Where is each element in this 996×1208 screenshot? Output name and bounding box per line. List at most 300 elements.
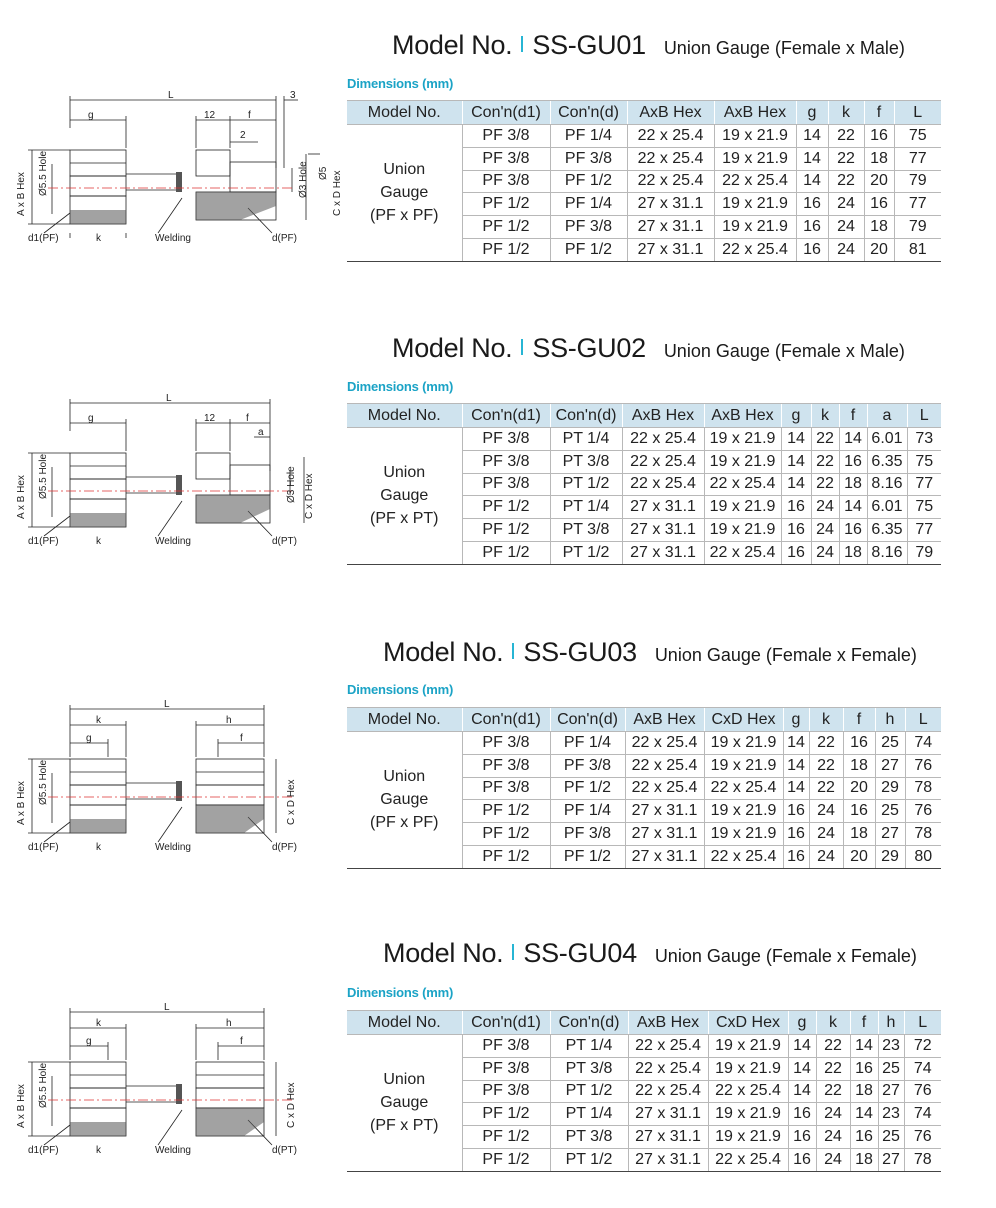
model-number: SS-GU04 bbox=[523, 938, 637, 968]
cell: 23 bbox=[878, 1103, 904, 1126]
cell: 73 bbox=[907, 428, 941, 451]
cell: 25 bbox=[875, 732, 905, 755]
model-description: Union Gauge (Female x Female) bbox=[654, 645, 917, 665]
label-axb: A x B Hex bbox=[16, 475, 27, 519]
cell: 77 bbox=[894, 193, 941, 216]
cell: 14 bbox=[850, 1103, 878, 1126]
label-cxd: C x D Hex bbox=[332, 170, 343, 216]
cell: 29 bbox=[875, 777, 905, 800]
column-header: Con'n(d) bbox=[550, 1011, 628, 1035]
model-group-cell bbox=[347, 1035, 462, 1172]
cell: 29 bbox=[875, 845, 905, 868]
dim-f: f bbox=[246, 413, 249, 424]
cell: 24 bbox=[816, 1126, 850, 1149]
dim-h: h bbox=[226, 1018, 232, 1029]
column-header: Model No. bbox=[347, 404, 462, 428]
cell: 25 bbox=[878, 1126, 904, 1149]
cell: PT 1/4 bbox=[550, 428, 622, 451]
model-label-line: Gauge bbox=[380, 184, 429, 202]
label-hole55: Ø5.5 Hole bbox=[38, 759, 49, 805]
cell: 22 x 25.4 bbox=[622, 450, 704, 473]
section-ss-gu04 bbox=[0, 910, 996, 1208]
cell: 16 bbox=[843, 800, 875, 823]
column-header: k bbox=[828, 101, 864, 125]
cell: 16 bbox=[850, 1057, 878, 1080]
cell: PF 3/8 bbox=[550, 754, 625, 777]
column-header: Con'n(d1) bbox=[462, 1011, 550, 1035]
cell: 16 bbox=[796, 216, 828, 239]
cell: 27 bbox=[878, 1080, 904, 1103]
cell: 27 x 31.1 bbox=[627, 193, 714, 216]
cell: 27 x 31.1 bbox=[622, 496, 704, 519]
model-label-line: (PF x PF) bbox=[370, 814, 439, 832]
cell: 24 bbox=[811, 496, 839, 519]
dim-g: g bbox=[86, 1036, 92, 1047]
column-header: f bbox=[839, 404, 867, 428]
cell: PF 1/2 bbox=[462, 800, 550, 823]
cell: 14 bbox=[788, 1057, 816, 1080]
cell: 75 bbox=[894, 125, 941, 148]
spec-table bbox=[347, 707, 941, 869]
cell: 19 x 21.9 bbox=[704, 450, 781, 473]
column-header: g bbox=[796, 101, 828, 125]
label-axb: A x B Hex bbox=[16, 1084, 27, 1128]
cell: 78 bbox=[904, 1148, 941, 1171]
cell: 19 x 21.9 bbox=[704, 519, 781, 542]
cell: 22 x 25.4 bbox=[714, 170, 796, 193]
cell: 22 x 25.4 bbox=[628, 1057, 708, 1080]
cell: 18 bbox=[864, 147, 894, 170]
column-header: k bbox=[811, 404, 839, 428]
cell: 22 x 25.4 bbox=[628, 1035, 708, 1058]
cell: PF 1/2 bbox=[462, 541, 550, 564]
model-label-line: Union bbox=[383, 1071, 426, 1089]
cell: 6.01 bbox=[867, 428, 907, 451]
cell: 27 x 31.1 bbox=[625, 823, 704, 846]
label-hole55: Ø5.5 Hole bbox=[38, 1062, 49, 1108]
dim-h: h bbox=[226, 715, 232, 726]
label-hole3: Ø3 Hole bbox=[286, 466, 297, 503]
cell: 77 bbox=[907, 519, 941, 542]
cell: 16 bbox=[864, 193, 894, 216]
column-header: L bbox=[907, 404, 941, 428]
label-axb: A x B Hex bbox=[16, 781, 27, 825]
cell: PF 1/2 bbox=[462, 216, 550, 239]
cell: 22 bbox=[809, 732, 843, 755]
cell: PF 3/8 bbox=[462, 428, 550, 451]
cell: 16 bbox=[839, 519, 867, 542]
label-welding: Welding bbox=[155, 1145, 191, 1156]
cell: 22 x 25.4 bbox=[714, 238, 796, 261]
cell: PF 1/2 bbox=[462, 1126, 550, 1149]
cell: PF 1/2 bbox=[550, 170, 627, 193]
cell: 16 bbox=[781, 541, 811, 564]
cell: PF 3/8 bbox=[462, 170, 550, 193]
cell: 25 bbox=[878, 1057, 904, 1080]
model-label-line: (PF x PT) bbox=[370, 510, 439, 528]
label-d5: Ø5 bbox=[318, 166, 329, 180]
cell: 14 bbox=[796, 147, 828, 170]
cell: 77 bbox=[907, 473, 941, 496]
cell: 19 x 21.9 bbox=[714, 125, 796, 148]
cell: 74 bbox=[905, 732, 941, 755]
drawing-svg bbox=[8, 88, 343, 268]
label-d: d(PF) bbox=[272, 842, 297, 853]
title-separator bbox=[521, 36, 523, 52]
model-label-line: Gauge bbox=[380, 1094, 429, 1112]
cell: 27 bbox=[875, 754, 905, 777]
cell: 18 bbox=[850, 1080, 878, 1103]
cell: 22 bbox=[816, 1080, 850, 1103]
cell: 27 bbox=[878, 1148, 904, 1171]
dim-f: f bbox=[240, 1036, 243, 1047]
cell: 22 bbox=[811, 450, 839, 473]
table-header bbox=[347, 101, 941, 125]
model-number: SS-GU03 bbox=[523, 637, 637, 667]
title-prefix: Model No. bbox=[392, 30, 513, 60]
title-separator bbox=[512, 944, 514, 960]
dim-L: L bbox=[164, 699, 170, 710]
label-welding: Welding bbox=[155, 536, 191, 547]
column-header: CxD Hex bbox=[704, 708, 783, 732]
cell: 8.16 bbox=[867, 473, 907, 496]
table-header bbox=[347, 404, 941, 428]
cell: 18 bbox=[850, 1148, 878, 1171]
dim-L: L bbox=[164, 1002, 170, 1013]
cell: 19 x 21.9 bbox=[708, 1057, 788, 1080]
label-d1: d1(PF) bbox=[28, 1145, 59, 1156]
cell: 22 x 25.4 bbox=[625, 732, 704, 755]
cell: 27 x 31.1 bbox=[625, 800, 704, 823]
label-d: d(PT) bbox=[272, 536, 297, 547]
cell: 14 bbox=[781, 450, 811, 473]
cell: PT 1/2 bbox=[550, 1080, 628, 1103]
cell: 23 bbox=[878, 1035, 904, 1058]
column-header: AxB Hex bbox=[704, 404, 781, 428]
model-label-line: (PF x PT) bbox=[370, 1117, 439, 1135]
spec-table bbox=[347, 100, 941, 262]
label-welding: Welding bbox=[155, 233, 191, 244]
cell: PF 3/8 bbox=[462, 473, 550, 496]
cell: 22 bbox=[809, 777, 843, 800]
table-row bbox=[347, 125, 941, 148]
dim-2: 2 bbox=[240, 130, 246, 141]
technical-drawing bbox=[8, 1000, 308, 1180]
dim-k: k bbox=[96, 842, 101, 853]
cell: 27 x 31.1 bbox=[628, 1103, 708, 1126]
section-ss-gu01 bbox=[0, 0, 996, 298]
cell: 14 bbox=[783, 777, 809, 800]
cell: 22 bbox=[816, 1035, 850, 1058]
cell: PF 3/8 bbox=[462, 732, 550, 755]
cell: 22 bbox=[811, 428, 839, 451]
cell: 22 x 25.4 bbox=[622, 473, 704, 496]
cell: 14 bbox=[788, 1080, 816, 1103]
technical-drawing bbox=[8, 88, 343, 268]
cell: 27 x 31.1 bbox=[625, 845, 704, 868]
cell: 19 x 21.9 bbox=[714, 216, 796, 239]
cell: 76 bbox=[905, 754, 941, 777]
cell: 14 bbox=[796, 170, 828, 193]
model-label-line: Union bbox=[383, 768, 426, 786]
label-d1: d1(PF) bbox=[28, 842, 59, 853]
cell: PF 1/2 bbox=[462, 519, 550, 542]
cell: 24 bbox=[809, 845, 843, 868]
column-header: h bbox=[878, 1011, 904, 1035]
cell: 16 bbox=[783, 845, 809, 868]
drawing-svg bbox=[8, 1000, 308, 1180]
cell: 76 bbox=[905, 800, 941, 823]
cell: 16 bbox=[781, 519, 811, 542]
model-label-line: Union bbox=[383, 161, 426, 179]
cell: PT 1/2 bbox=[550, 541, 622, 564]
cell: 22 x 25.4 bbox=[627, 170, 714, 193]
technical-drawing bbox=[8, 697, 308, 877]
cell: PF 3/8 bbox=[462, 1057, 550, 1080]
dim-12: 12 bbox=[204, 413, 216, 424]
spec-table bbox=[347, 403, 941, 565]
table-row bbox=[347, 732, 941, 755]
column-header: g bbox=[783, 708, 809, 732]
cell: 16 bbox=[843, 732, 875, 755]
cell: 24 bbox=[828, 238, 864, 261]
column-header: AxB Hex bbox=[625, 708, 704, 732]
dimensions-label: Dimensions (mm) bbox=[347, 379, 454, 394]
cell: 16 bbox=[788, 1148, 816, 1171]
label-hole3: Ø3 Hole bbox=[298, 161, 309, 198]
spec-table bbox=[347, 1010, 941, 1172]
cell: 14 bbox=[839, 428, 867, 451]
cell: PF 1/4 bbox=[550, 732, 625, 755]
cell: PF 1/2 bbox=[550, 238, 627, 261]
cell: 22 bbox=[828, 170, 864, 193]
title-prefix: Model No. bbox=[383, 637, 504, 667]
cell: 20 bbox=[843, 845, 875, 868]
cell: 22 bbox=[828, 147, 864, 170]
dimensions-label: Dimensions (mm) bbox=[347, 76, 454, 91]
title-prefix: Model No. bbox=[392, 333, 513, 363]
model-description: Union Gauge (Female x Female) bbox=[654, 946, 917, 966]
cell: 22 x 25.4 bbox=[704, 777, 783, 800]
cell: 75 bbox=[907, 450, 941, 473]
model-group-cell bbox=[347, 125, 462, 262]
cell: 27 bbox=[875, 823, 905, 846]
cell: 19 x 21.9 bbox=[704, 800, 783, 823]
column-header: AxB Hex bbox=[622, 404, 704, 428]
cell: 22 x 25.4 bbox=[704, 473, 781, 496]
cell: PF 1/2 bbox=[462, 193, 550, 216]
cell: PF 3/8 bbox=[462, 147, 550, 170]
column-header: L bbox=[894, 101, 941, 125]
cell: PT 1/4 bbox=[550, 496, 622, 519]
cell: 27 x 31.1 bbox=[628, 1148, 708, 1171]
section-ss-gu03 bbox=[0, 607, 996, 905]
cell: PF 1/2 bbox=[462, 496, 550, 519]
column-header: g bbox=[781, 404, 811, 428]
cell: 24 bbox=[828, 193, 864, 216]
dimensions-label: Dimensions (mm) bbox=[347, 682, 454, 697]
cell: PF 1/2 bbox=[462, 1103, 550, 1126]
cell: 20 bbox=[864, 170, 894, 193]
cell: 25 bbox=[875, 800, 905, 823]
technical-drawing bbox=[8, 391, 315, 571]
cell: 22 bbox=[828, 125, 864, 148]
cell: 14 bbox=[781, 473, 811, 496]
cell: 16 bbox=[864, 125, 894, 148]
column-header: k bbox=[816, 1011, 850, 1035]
dim-g: g bbox=[86, 733, 92, 744]
cell: 16 bbox=[839, 450, 867, 473]
cell: 14 bbox=[781, 428, 811, 451]
cell: PF 1/4 bbox=[550, 800, 625, 823]
cell: 16 bbox=[783, 823, 809, 846]
cell: PF 3/8 bbox=[462, 777, 550, 800]
model-description: Union Gauge (Female x Male) bbox=[663, 341, 905, 361]
table-row bbox=[347, 1035, 941, 1058]
cell: PF 1/2 bbox=[550, 777, 625, 800]
column-header: L bbox=[904, 1011, 941, 1035]
column-header: h bbox=[875, 708, 905, 732]
cell: 16 bbox=[781, 496, 811, 519]
cell: 78 bbox=[905, 823, 941, 846]
column-header: Con'n(d) bbox=[550, 708, 625, 732]
model-number: SS-GU02 bbox=[532, 333, 646, 363]
cell: 19 x 21.9 bbox=[708, 1126, 788, 1149]
cell: 19 x 21.9 bbox=[708, 1035, 788, 1058]
cell: PF 3/8 bbox=[462, 450, 550, 473]
cell: 18 bbox=[843, 754, 875, 777]
cell: 24 bbox=[809, 823, 843, 846]
cell: 6.35 bbox=[867, 519, 907, 542]
cell: 27 x 31.1 bbox=[627, 238, 714, 261]
cell: 22 x 25.4 bbox=[627, 125, 714, 148]
cell: 79 bbox=[894, 216, 941, 239]
cell: 22 x 25.4 bbox=[708, 1148, 788, 1171]
dim-f: f bbox=[248, 110, 251, 121]
dim-k-top: k bbox=[96, 1018, 101, 1029]
label-d1: d1(PF) bbox=[28, 536, 59, 547]
cell: 22 x 25.4 bbox=[627, 147, 714, 170]
cell: 14 bbox=[850, 1035, 878, 1058]
cell: 79 bbox=[907, 541, 941, 564]
dim-L: L bbox=[166, 393, 172, 404]
dim-g: g bbox=[88, 413, 94, 424]
cell: PF 1/4 bbox=[550, 125, 627, 148]
cell: 24 bbox=[809, 800, 843, 823]
cell: 8.16 bbox=[867, 541, 907, 564]
dim-a: a bbox=[258, 427, 264, 438]
cell: 74 bbox=[904, 1103, 941, 1126]
drawing-svg bbox=[8, 697, 308, 877]
cell: 16 bbox=[796, 193, 828, 216]
model-label-line: (PF x PF) bbox=[370, 207, 439, 225]
cell: 22 bbox=[811, 473, 839, 496]
cell: PT 1/2 bbox=[550, 1148, 628, 1171]
cell: 18 bbox=[839, 541, 867, 564]
cell: 19 x 21.9 bbox=[704, 428, 781, 451]
label-axb: A x B Hex bbox=[16, 172, 27, 216]
cell: 18 bbox=[864, 216, 894, 239]
cell: 20 bbox=[843, 777, 875, 800]
cell: 22 x 25.4 bbox=[704, 845, 783, 868]
cell: 14 bbox=[839, 496, 867, 519]
column-header: f bbox=[864, 101, 894, 125]
label-cxd: C x D Hex bbox=[286, 779, 297, 825]
model-group-cell bbox=[347, 732, 462, 869]
column-header: CxD Hex bbox=[708, 1011, 788, 1035]
cell: PF 1/2 bbox=[462, 823, 550, 846]
cell: 27 x 31.1 bbox=[622, 541, 704, 564]
table-row bbox=[347, 428, 941, 451]
model-number: SS-GU01 bbox=[532, 30, 646, 60]
cell: 19 x 21.9 bbox=[714, 147, 796, 170]
cell: PT 3/8 bbox=[550, 1126, 628, 1149]
model-group-cell bbox=[347, 428, 462, 565]
cell: PF 1/2 bbox=[462, 845, 550, 868]
cell: PF 3/8 bbox=[550, 216, 627, 239]
cell: 16 bbox=[796, 238, 828, 261]
cell: PF 3/8 bbox=[462, 754, 550, 777]
cell: 27 x 31.1 bbox=[622, 519, 704, 542]
cell: 76 bbox=[904, 1080, 941, 1103]
cell: 79 bbox=[894, 170, 941, 193]
label-cxd: C x D Hex bbox=[304, 473, 315, 519]
section-ss-gu02 bbox=[0, 303, 996, 601]
label-hole55: Ø5.5 Hole bbox=[38, 150, 49, 196]
dimensions-label: Dimensions (mm) bbox=[347, 985, 454, 1000]
cell: PT 1/4 bbox=[550, 1103, 628, 1126]
cell: 19 x 21.9 bbox=[708, 1103, 788, 1126]
model-description: Union Gauge (Female x Male) bbox=[663, 38, 905, 58]
cell: 24 bbox=[828, 216, 864, 239]
model-label-line: Gauge bbox=[380, 791, 429, 809]
column-header: Con'n(d) bbox=[550, 101, 627, 125]
cell: 19 x 21.9 bbox=[704, 754, 783, 777]
cell: 22 bbox=[816, 1057, 850, 1080]
cell: 14 bbox=[783, 732, 809, 755]
cell: 74 bbox=[904, 1057, 941, 1080]
cell: 27 x 31.1 bbox=[627, 216, 714, 239]
label-d1: d1(PF) bbox=[28, 233, 59, 244]
dim-f: f bbox=[240, 733, 243, 744]
title-separator bbox=[521, 339, 523, 355]
dim-k: k bbox=[96, 536, 101, 547]
section-title bbox=[383, 637, 917, 668]
dim-k: k bbox=[96, 1145, 101, 1156]
cell: PT 3/8 bbox=[550, 519, 622, 542]
dim-L: L bbox=[168, 90, 174, 101]
column-header: Con'n(d1) bbox=[462, 404, 550, 428]
cell: 14 bbox=[783, 754, 809, 777]
model-label-line: Gauge bbox=[380, 487, 429, 505]
cell: PF 3/8 bbox=[462, 1035, 550, 1058]
cell: PF 1/4 bbox=[550, 193, 627, 216]
cell: PT 1/4 bbox=[550, 1035, 628, 1058]
cell: PF 1/2 bbox=[462, 238, 550, 261]
cell: PT 3/8 bbox=[550, 1057, 628, 1080]
column-header: AxB Hex bbox=[714, 101, 796, 125]
column-header: Model No. bbox=[347, 1011, 462, 1035]
cell: 22 x 25.4 bbox=[625, 754, 704, 777]
column-header: g bbox=[788, 1011, 816, 1035]
cell: 18 bbox=[839, 473, 867, 496]
cell: 22 x 25.4 bbox=[625, 777, 704, 800]
section-title bbox=[392, 30, 905, 61]
cell: 76 bbox=[904, 1126, 941, 1149]
cell: 14 bbox=[788, 1035, 816, 1058]
label-d: d(PF) bbox=[272, 233, 297, 244]
cell: 18 bbox=[843, 823, 875, 846]
